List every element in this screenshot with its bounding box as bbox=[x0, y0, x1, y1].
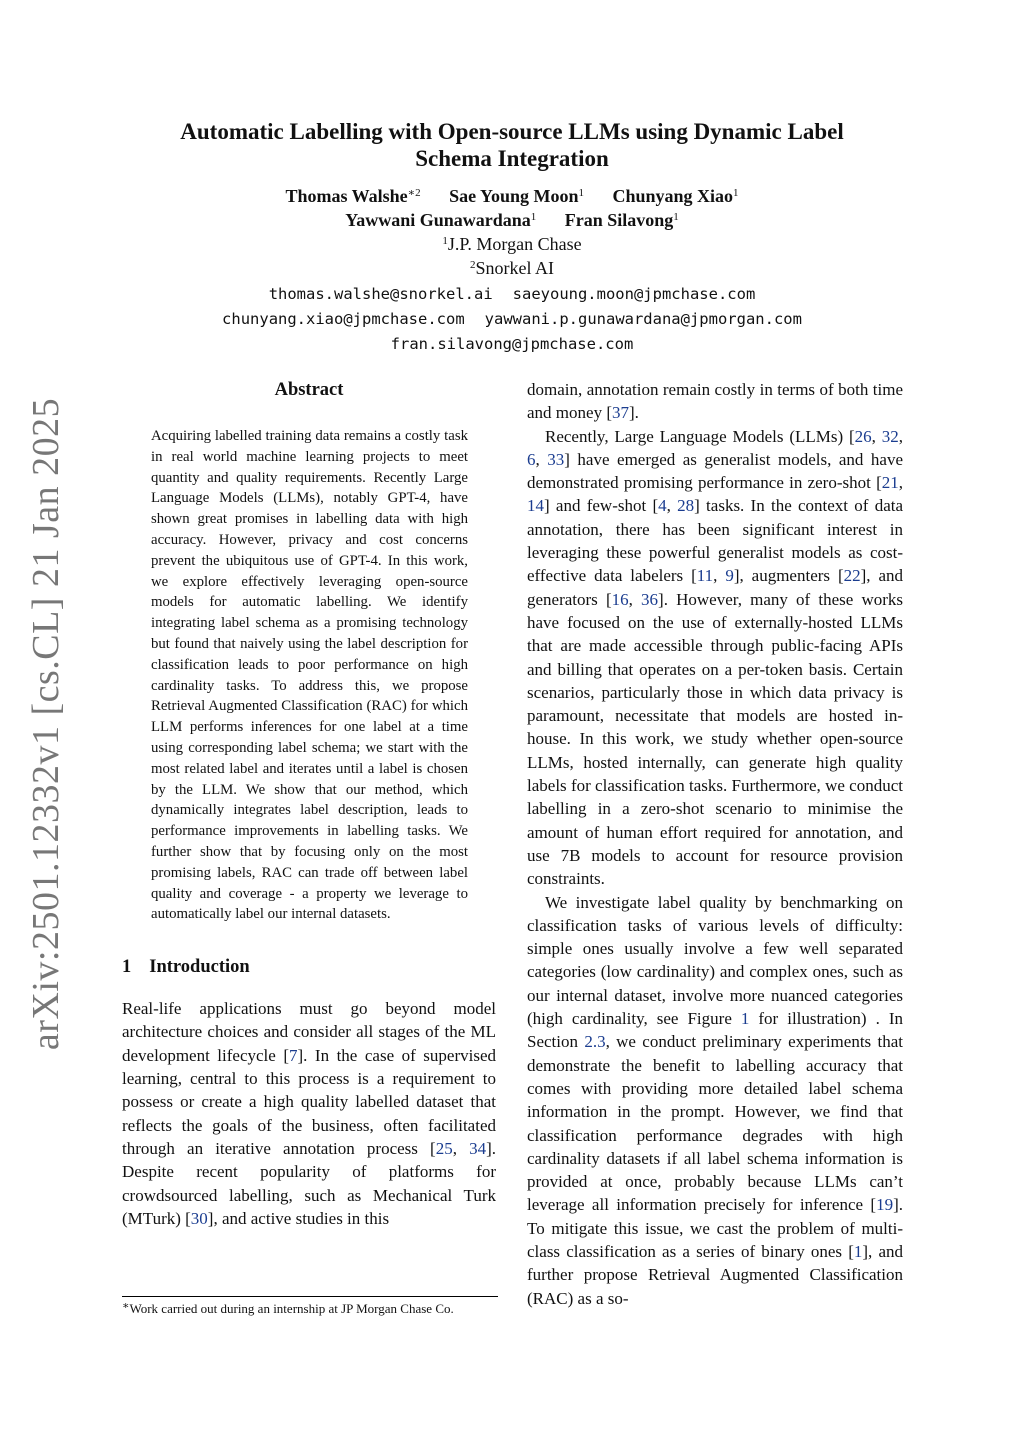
body-paragraph: We investigate label quality by benchmarking on classification tasks of various levels of difficulty: simple ones usually involve a few well separated categories (low cardinality) and complex ones, such as our internal dataset, involve more nuanced categories (high cardinality, see Figure 1 for illustration) . In Section 2.3, we conduct preliminary experiments that demonstrate the benefit to labelling accuracy that comes with providing more detailed label schema information in the prompt. However, we find that classification performance degrades with high cardinality datasets if all label schema information is provided at once, probably because LLMs can’t leverage all information precisely for inference [19]. To mitigate this issue, we cast the problem of multi-class classification as a series of binary ones [1], and further propose Retrieval Augmented Classification (RAC) as a so- bbox=[527, 892, 903, 1308]
paper-title: Automatic Labelling with Open-source LLMs using Dynamic Label Schema Integration bbox=[180, 119, 844, 171]
footnote-mark: ∗ bbox=[122, 1300, 130, 1312]
citation-link[interactable]: 37 bbox=[611, 403, 629, 423]
figure-link[interactable]: 1 bbox=[740, 1009, 750, 1029]
affiliation: $^2$Snorkel AI bbox=[470, 258, 554, 278]
email: thomas.walshe@snorkel.ai bbox=[268, 285, 493, 303]
citation-link[interactable]: 26 bbox=[854, 426, 872, 446]
citation-link[interactable]: 14 bbox=[527, 496, 544, 516]
email: saeyoung.moon@jpmchase.com bbox=[512, 285, 756, 303]
author: Fran Silavong$^1$ bbox=[564, 210, 679, 230]
section-link[interactable]: 2.3 bbox=[584, 1032, 606, 1052]
citation-link[interactable]: 16 bbox=[611, 589, 629, 609]
citation-link[interactable]: 7 bbox=[289, 1045, 298, 1065]
citation-link[interactable]: 9 bbox=[725, 566, 734, 586]
citation-link[interactable]: 30 bbox=[190, 1208, 208, 1228]
section-heading-introduction: 1 Introduction bbox=[122, 957, 250, 978]
author: Thomas Walshe$^{∗2}$ bbox=[285, 186, 421, 206]
citation-link[interactable]: 33 bbox=[547, 449, 565, 469]
citation-link[interactable]: 1 bbox=[853, 1241, 863, 1261]
email-list bbox=[150, 282, 874, 357]
citation-link[interactable]: 36 bbox=[641, 589, 659, 609]
author: Chunyang Xiao$^1$ bbox=[612, 186, 739, 206]
citation-link[interactable]: 34 bbox=[469, 1138, 487, 1158]
abstract-text: Acquiring labelled training data remains a costly task in real world machine learning projects to meet quantity and quality requirements. Recently Large Language Models (LLMs), notably GPT-4, have shown great promises in labelling data with high accuracy. However, privacy and cost concerns prevent the ubiquitous use of GPT-4. In this work, we explore effectively leveraging open-source models for automatic labelling. We identify integrating label schema as a promising technology but found that naively using the label description for classification leads to poor performance on high cardinality tasks. To address this, we propose Retrieval Augmented Classification (RAC) for which LLM performs inferences for one label at a time using corresponding label schema; we start with the most related label and iterates until a label is chosen by the LLM. We show that our method, which dynamically integrates label description, leads to performance improvements in labelling tasks. We further show that by focusing only on the most promising labels, RAC can trade off between label quality and coverage - a property we leverage to automatically label our internal datasets. bbox=[151, 428, 468, 923]
citation-link[interactable]: 19 bbox=[876, 1195, 894, 1215]
citation-link[interactable]: 25 bbox=[435, 1138, 453, 1158]
email: yawwani.p.gunawardana@jpmorgan.com bbox=[484, 310, 802, 328]
email: chunyang.xiao@jpmchase.com bbox=[222, 310, 465, 328]
citation-link[interactable]: 22 bbox=[843, 566, 861, 586]
email-line bbox=[150, 307, 874, 332]
citation-link[interactable]: 28 bbox=[677, 496, 695, 516]
affiliation: $^1$J.P. Morgan Chase bbox=[442, 234, 582, 254]
left-column bbox=[122, 378, 496, 1230]
author: Yawwani Gunawardana$^1$ bbox=[345, 210, 537, 230]
email-line bbox=[150, 282, 874, 307]
author: Sae Young Moon$^1$ bbox=[449, 186, 584, 206]
citation-link[interactable]: 4 bbox=[658, 496, 667, 516]
abstract-heading: Abstract bbox=[274, 380, 344, 400]
citation-link[interactable]: 32 bbox=[881, 426, 899, 446]
citation-link[interactable]: 11 bbox=[696, 566, 714, 586]
author-list bbox=[150, 184, 874, 232]
citation-link[interactable]: 6 bbox=[527, 449, 536, 469]
email-line bbox=[150, 332, 874, 357]
right-column bbox=[527, 378, 903, 1310]
footnote-text: Work carried out during an internship at JP Morgan Chase Co. bbox=[129, 1301, 454, 1316]
email: fran.silavong@jpmchase.com bbox=[390, 335, 634, 353]
footnote bbox=[122, 1296, 498, 1318]
paper-header bbox=[150, 118, 874, 357]
citation-link[interactable]: 21 bbox=[881, 473, 899, 493]
body-paragraph: Recently, Large Language Models (LLMs) [26, 32, 6, 33] have emerged as generalist models, and have demonstrated promising performance in zero-shot [21, 14] and few-shot [4, 28] tasks. In the context of data annotation, there has been significant interest in leveraging these powerful generalist models as cost-effective data labelers [11, 9], augmenters [22], and generators [16, 36]. However, many of these works have focused on the use of externally-hosted LLMs that are made accessible through public-facing APIs and billing that operates on a per-token basis. Certain scenarios, particularly those in which data privacy is paramount, necessitate that models are hosted in-house. In this work, we study whether open-source LLMs, hosted internally, can generate high quality labels for classification tasks. Furthermore, we conduct labelling in a zero-shot scenario to minimise the amount of human effort required for annotation, and use 7B models to account for resource provision constraints. bbox=[527, 426, 904, 889]
arxiv-identifier: arXiv:2501.12332v1 [cs.CL] 21 Jan 2025 bbox=[25, 397, 67, 1051]
author-line-1 bbox=[150, 184, 874, 208]
intro-paragraph: Real-life applications must go beyond model architecture choices and consider all stages of the ML development lifecycle [7]. In the case of supervised learning, central to this process is a requirement to possess or create a high quality labelled dataset that reflects the goals of the business, often facilitated through an iterative annotation process [25, 34]. Despite recent popularity of platforms for crowdsourced labelling, such as Mechanical Turk (MTurk) [30], and active studies in this bbox=[122, 999, 497, 1228]
body-paragraph: domain, annotation remain costly in terms of both time and money [37]. bbox=[527, 380, 903, 423]
author-line-2 bbox=[150, 208, 874, 232]
